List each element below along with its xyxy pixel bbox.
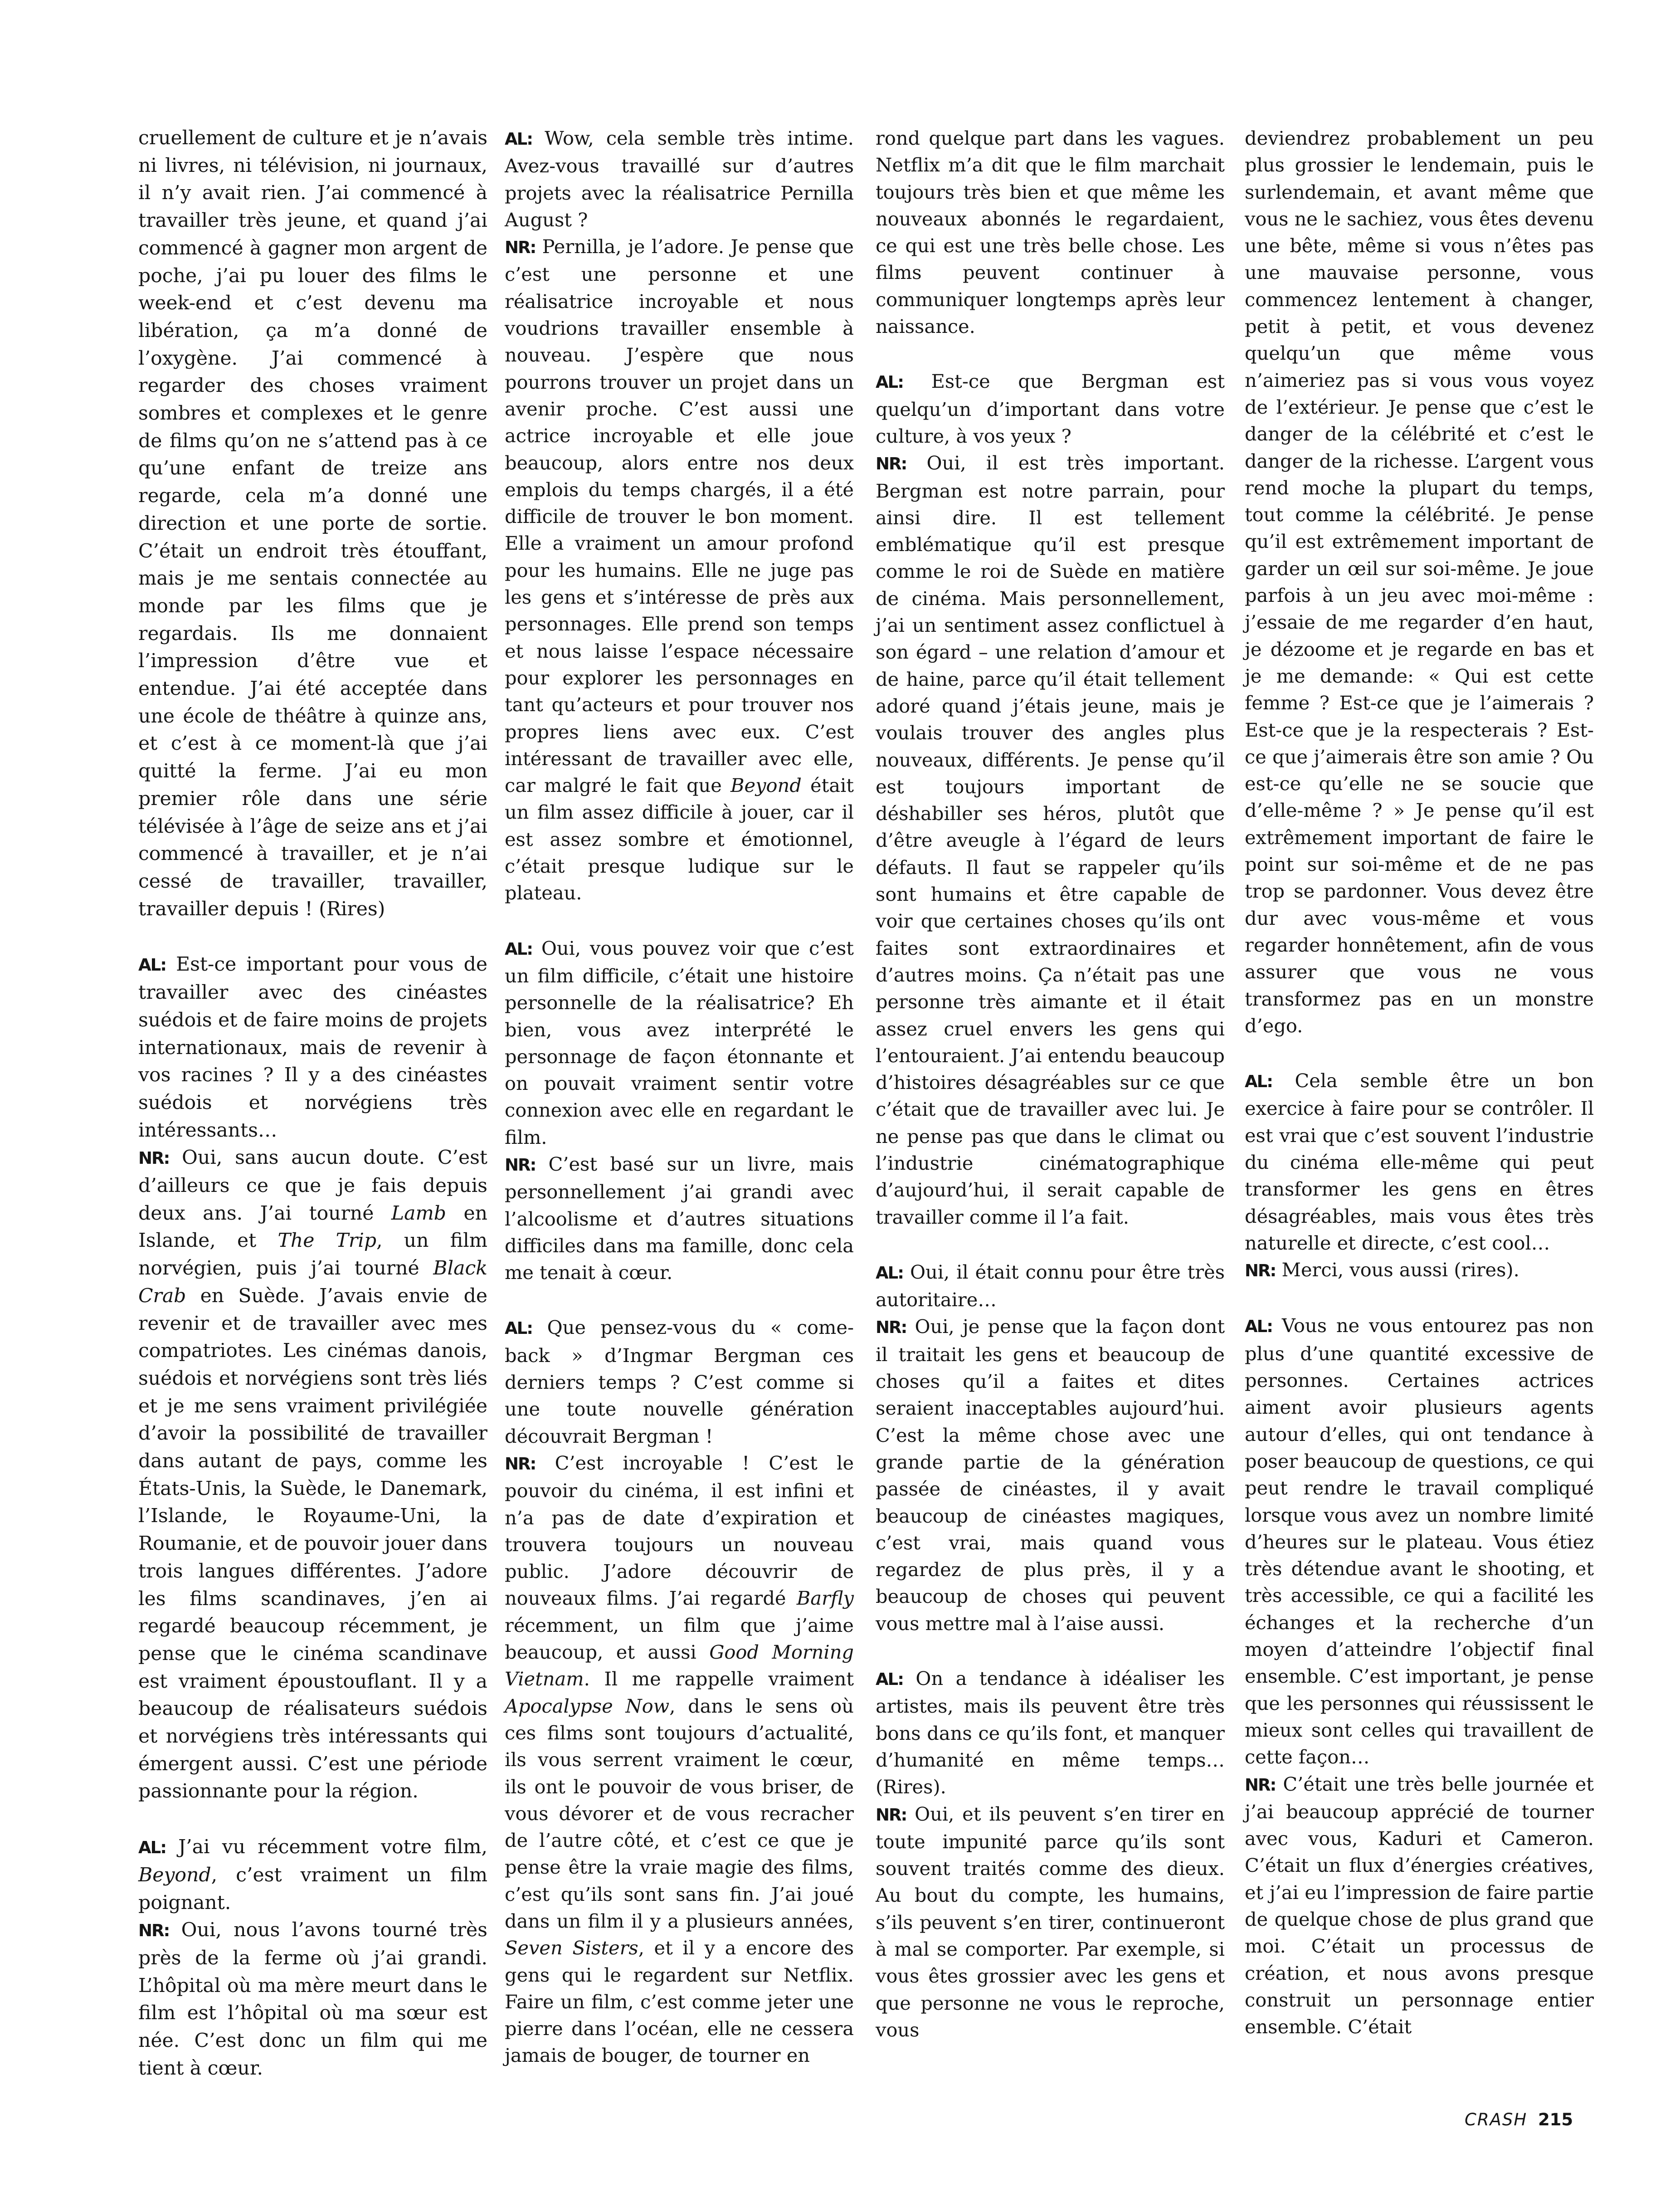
body-text: . Il me rappelle vraiment [584,1668,854,1690]
body-text: On a tendance à idéaliser les artistes, mais ils peuvent être très bons dans ce qu’ils font, et manquer d’humanité en même temps… (Rires). [876,1667,1225,1798]
paragraph [1245,125,1594,1039]
body-text: , dans le sens où ces films sont toujours d’actualité, ils vous serrent vraiment le cœur, ils ont le pouvoir de vous briser, de vous dévorer et de vous recracher de l’autre côté, et c’est ce que je pense être la vraie magie des films, c’est qu’ils sont sans fin. J’ai joué dans un film il y a plusieurs années, [505,1694,854,1932]
speaker-label: AL: [876,372,904,392]
body-text: , et il y a encore des gens qui le regardent sur Netflix. Faire un film, c’est comme jeter une pierre dans l’océan, elle ne cessera jamais de bouger, de tourner en [505,1937,854,2067]
paragraph [505,1450,854,2069]
speaker-label: NR: [138,1921,170,1941]
paragraph [505,125,854,233]
body-text: Wow, cela semble très intime. Avez-vous travaillé sur d’autres projets avec la réalisatrice Pernilla August ? [505,127,854,231]
speaker-label: NR: [876,1318,907,1338]
paragraph [505,1314,854,1449]
speaker-label: AL: [876,1263,904,1283]
paragraph [138,1917,487,2082]
body-text: Que pensez-vous du « come-back » d’Ingmar Bergman ces derniers temps ? C’est comme si une toute nouvelle génération découvrait Bergman ! [505,1316,854,1447]
text-column-1 [138,125,487,2083]
paragraph [1245,1067,1594,1256]
paragraph [876,1313,1225,1637]
paragraph [1245,1256,1594,1284]
paragraph [505,233,854,906]
paragraph [505,1151,854,1286]
body-text: rond quelque part dans les vagues. Netflix m’a dit que le film marchait toujours très bien et que même les nouveaux abonnés le regardaient, ce qui est une très belle chose. Les films peuvent continuer à communiquer longtemps après leur naissance. [876,127,1225,338]
body-text: Oui, sans aucun doute. C’est d’ailleurs ce que je fais depuis deux ans. J’ai tourné [138,1147,487,1225]
body-text: cruellement de culture et je n’avais ni livres, ni télévision, ni journaux, il n’y avait rien. J’ai commencé à travailler très jeune, et quand j’ai commencé à gagner mon argent de poche, j’ai pu louer des films le week-end et c’est devenu ma libération, ça m’a donné de l’oxygène. J’ai commencé à regarder des choses vraiment sombres et complexes et le genre de films qu’on ne s’attend pas à ce qu’une enfant de treize ans regarde, cela m’a donné une direction et une porte de sortie. C’était un endroit très étouffant, mais je me sentais connectée au monde par les films que je regardais. Ils me donnaient l’impression d’être vue et entendue. J’ai été acceptée dans une école de théâtre à quinze ans, et c’est à ce moment-là que j’ai quitté la ferme. J’ai eu mon premier rôle dans une série télévisée à l’âge de seize ans et j’ai commencé à travailler, et je n’ai cessé de travailler, travailler, travailler depuis ! (Rires) [138,127,487,920]
body-text: C’est incroyable ! C’est le pouvoir du cinéma, il est infini et n’a pas de date d’expiration et trouvera toujours un nouveau public. J’adore découvrir de nouveaux films. J’ai regardé [505,1451,854,1610]
body-text: Oui, vous pouvez voir que c’est un film difficile, c’était une histoire personnelle de la réalisatrice? Eh bien, vous avez interprété le personnage de façon étonnante et on pouvait vraiment sentir votre connexion avec elle en regardant le film. [505,937,854,1148]
page-number: 215 [1538,2110,1573,2129]
body-text: Oui, et ils peuvent s’en tirer en toute impunité parce qu’ils sont souvent traités comme des dieux. Au bout du compte, les humains, s’ils peuvent s’en tirer, continueront à mal se comporter. Par exemple, si vous êtes grossier avec les gens et que personne ne vous le reproche, vous [876,1802,1225,2041]
paragraph [876,125,1225,340]
body-text: Oui, nous l’avons tourné très près de la ferme où j’ai grandi. L’hôpital où ma mère meurt dans le film est l’hôpital où ma sœur est née. C’est donc un film qui me tient à cœur. [138,1919,487,2080]
italic-title: Good Morning Vietnam [505,1641,854,1690]
body-text: en Suède. J’avais envie de revenir et de travailler avec mes compatriotes. Les cinémas danois, suédois et norvégiens sont très liés et je me sens vraiment privilégiée d’avoir la possibilité de travailler dans autant de pays, comme les États-Unis, la Suède, le Danemark, l’Islande, le Royaume-Uni, la Roumanie, et de pouvoir jouer dans trois langues différentes. J’adore les films scandinaves, j’en ai regardé beaucoup récemment, je pense que le cinéma scandinave est vraiment époustouflant. Il y a beaucoup de réalisateurs suédois et norvégiens très intéressants qui émergent aussi. C’est une période passionnante pour la région. [138,1284,487,1803]
body-text: Est-ce important pour vous de travailler avec des cinéastes suédois et de faire moins de projets internationaux, mais de revenir à vos racines ? Il y a des cinéastes suédois et norvégiens très intéressants… [138,953,487,1142]
body-text: Pernilla, je l’adore. Je pense que c’est une personne et une réalisatrice incroyable et nous voudrions travailler ensemble à nouveau. J’espère que nous pourrons trouver un projet dans un avenir proche. C’est aussi une actrice incroyable et elle joue beaucoup, alors entre nos deux emplois du temps chargés, il a été difficile de trouver le bon moment. Elle a vraiment un amour profond pour les humains. Elle ne juge pas les gens et s’intéresse de près aux personnages. Elle prend son temps et nous laisse l’espace nécessaire pour explorer les personnages en tant qu’acteurs et pour trouver nos propres liens avec eux. C’est intéressant de travailler avec elle, car malgré le fait que [505,235,854,797]
italic-title: Barfly [796,1587,854,1610]
speaker-label: NR: [876,454,907,474]
body-text: C’est basé sur un livre, mais personnellement j’ai grandi avec l’alcoolisme et d’autres situations difficiles dans ma famille, donc cela me tenait à cœur. [505,1152,854,1284]
paragraph [1245,1771,1594,2041]
paragraph [138,1144,487,1806]
speaker-label: AL: [1245,1072,1273,1092]
body-text: Merci, vous aussi (rires). [1276,1259,1519,1281]
body-text: deviendrez probablement un peu plus grossier le lendemain, puis le surlendemain, et avant même que vous ne le sachiez, vous êtes devenu une bête, même si vous n’êtes pas une mauvaise personne, vous commencez lentement à changer, petit à petit, et vous devenez quelqu’un que même vous n’aimeriez pas si vous vous voyez de l’extérieur. Je pense que c’est le danger de la célébrité et c’est le danger de la richesse. L’argent vous rend moche la plupart du temps, tout comme la célébrité. Je pense qu’il est extrêmement important de garder un œil sur soi-même. Je joue parfois à un jeu avec moi-même : j’essaie de me regarder d’en haut, je dézoome et je regarde en bas et je me demande: « Qui est cette femme ? Est-ce que je l’aimerais ? Est-ce que je la respecterais ? Est-ce que j’aimerais être son amie ? Ou est-ce qu’elle ne se soucie que d’elle-même ? » Je pense qu’il est extrêmement important de faire le point sur soi-même et de ne pas trop se pardonner. Vous devez être dur avec vous-même et vous regarder honnêtement, afin de vous assurer que vous ne vous transformez pas en un monstre d’ego. [1245,127,1594,1037]
italic-title: Beyond [730,774,802,797]
speaker-label: AL: [505,129,533,149]
italic-title: Seven Sisters [505,1937,638,1959]
paragraph [138,125,487,923]
speaker-label: AL: [1245,1317,1273,1337]
body-text: , un film norvégien, puis j’ai tourné [138,1230,488,1280]
body-text: J’ai vu récemment votre film, [166,1836,487,1859]
paragraph [876,1665,1225,1800]
text-column-2 [505,125,854,2069]
body-text: en Islande, et [138,1202,487,1252]
body-text: Oui, il est très important. Bergman est notre parrain, pour ainsi dire. Il est tellement emblématique qu’il est presque comme le roi de Suède en matière de cinéma. Mais personnellement, j’ai un sentiment assez conflictuel à son égard – une relation d’amour et de haine, parce qu’il était tellement adoré quand j’étais jeune, mais je voulais trouver des angles plus nouveaux, différents. Je pense qu’il est toujours important de déshabiller ses héros, plutôt que d’être aveugle à l’égard de leurs défauts. Il faut se rappeler qu’ils sont humains et être capable de voir que certaines choses qu’ils ont faites sont extraordinaires et d’autres moins. Ça n’était pas une personne très aimante et il était assez cruel envers les gens qui l’entouraient. J’ai entendu beaucoup d’histoires désagréables sur ce que c’était que de travailler avec lui. Je ne pense pas que dans le climat ou l’industrie cinématographique d’aujourd’hui, il serait capable de travailler comme il l’a fait. [876,452,1225,1228]
speaker-label: AL: [505,939,533,959]
speaker-label: AL: [876,1670,904,1689]
magazine-name: CRASH [1465,2110,1528,2129]
body-text: , c’est vraiment un film poignant. [138,1864,487,1914]
body-text: Vous ne vous entourez pas non plus d’une quantité excessive de personnes. Certaines actrices aiment avoir plusieurs agents autour d’elles, qui ont tendance à poser beaucoup de questions, ce qui peut rendre le travail compliqué lorsque vous avez un nombre limité d’heures sur le plateau. Vous étiez très détendue avant le shooting, et très accessible, ce qui a facilité les échanges et la recherche d’un moyen d’atteindre l’objectif final ensemble. C’est important, je pense que les personnes qui réussissent le mieux sont celles qui travaillent de cette façon… [1245,1314,1594,1768]
italic-title: The Trip [278,1230,377,1252]
speaker-label: NR: [1245,1775,1276,1795]
paragraph [1245,1312,1594,1770]
body-text: était un film assez difficile à jouer, car il est assez sombre et émotionnel, c’était presque ludique sur le plateau. [505,774,854,904]
speaker-label: NR: [505,1155,536,1175]
body-text: Est-ce que Bergman est quelqu’un d’important dans votre culture, à vos yeux ? [876,370,1225,447]
speaker-label: NR: [1245,1261,1276,1281]
paragraph [138,951,487,1144]
paragraph [876,449,1225,1230]
body-text: Oui, il était connu pour être très autoritaire… [876,1260,1225,1311]
italic-title: Black Crab [138,1257,487,1307]
page-footer [1465,2110,1573,2129]
text-column-3 [876,125,1225,2043]
body-text: récemment, un film que j’aime beaucoup, et aussi [505,1614,854,1664]
text-column-4 [1245,125,1594,2040]
speaker-label: NR: [505,1454,536,1474]
speaker-label: NR: [138,1148,170,1168]
speaker-label: NR: [505,238,536,258]
italic-title: Lamb [391,1202,446,1225]
paragraph [876,1801,1225,2044]
paragraph [505,935,854,1151]
paragraph [138,1834,487,1917]
italic-title: Apocalypse Now [505,1694,670,1717]
speaker-label: AL: [138,1838,166,1858]
speaker-label: NR: [876,1805,907,1825]
italic-title: Beyond [138,1864,211,1886]
paragraph [876,1259,1225,1313]
body-text: Oui, je pense que la façon dont il traitait les gens et beaucoup de choses qu’il a faites et dites seraient inacceptables aujourd’hui. C’est la même chose avec une grande partie de la génération passée de cinéastes, il y avait beaucoup de cinéastes magiques, c’est vrai, mais quand vous regardez de plus près, il y a beaucoup de choses qui peuvent vous mettre mal à l’aise aussi. [876,1315,1225,1635]
body-text: C’était une très belle journée et j’ai beaucoup apprécié de tourner avec vous, Kaduri et Cameron. C’était un flux d’énergies créatives, et j’ai eu l’impression de faire partie de quelque chose de plus grand que moi. C’était un processus de création, et nous avons presque construit un personnage entier ensemble. C’était [1245,1772,1594,2038]
paragraph [876,368,1225,449]
body-text: Cela semble être un bon exercice à faire pour se contrôler. Il est vrai que c’est souvent l’industrie du cinéma elle-même qui peut transformer les gens en êtres désagréables, mais vous êtes très naturelle et directe, c’est cool… [1245,1069,1594,1254]
speaker-label: AL: [505,1318,533,1338]
speaker-label: AL: [138,955,166,975]
